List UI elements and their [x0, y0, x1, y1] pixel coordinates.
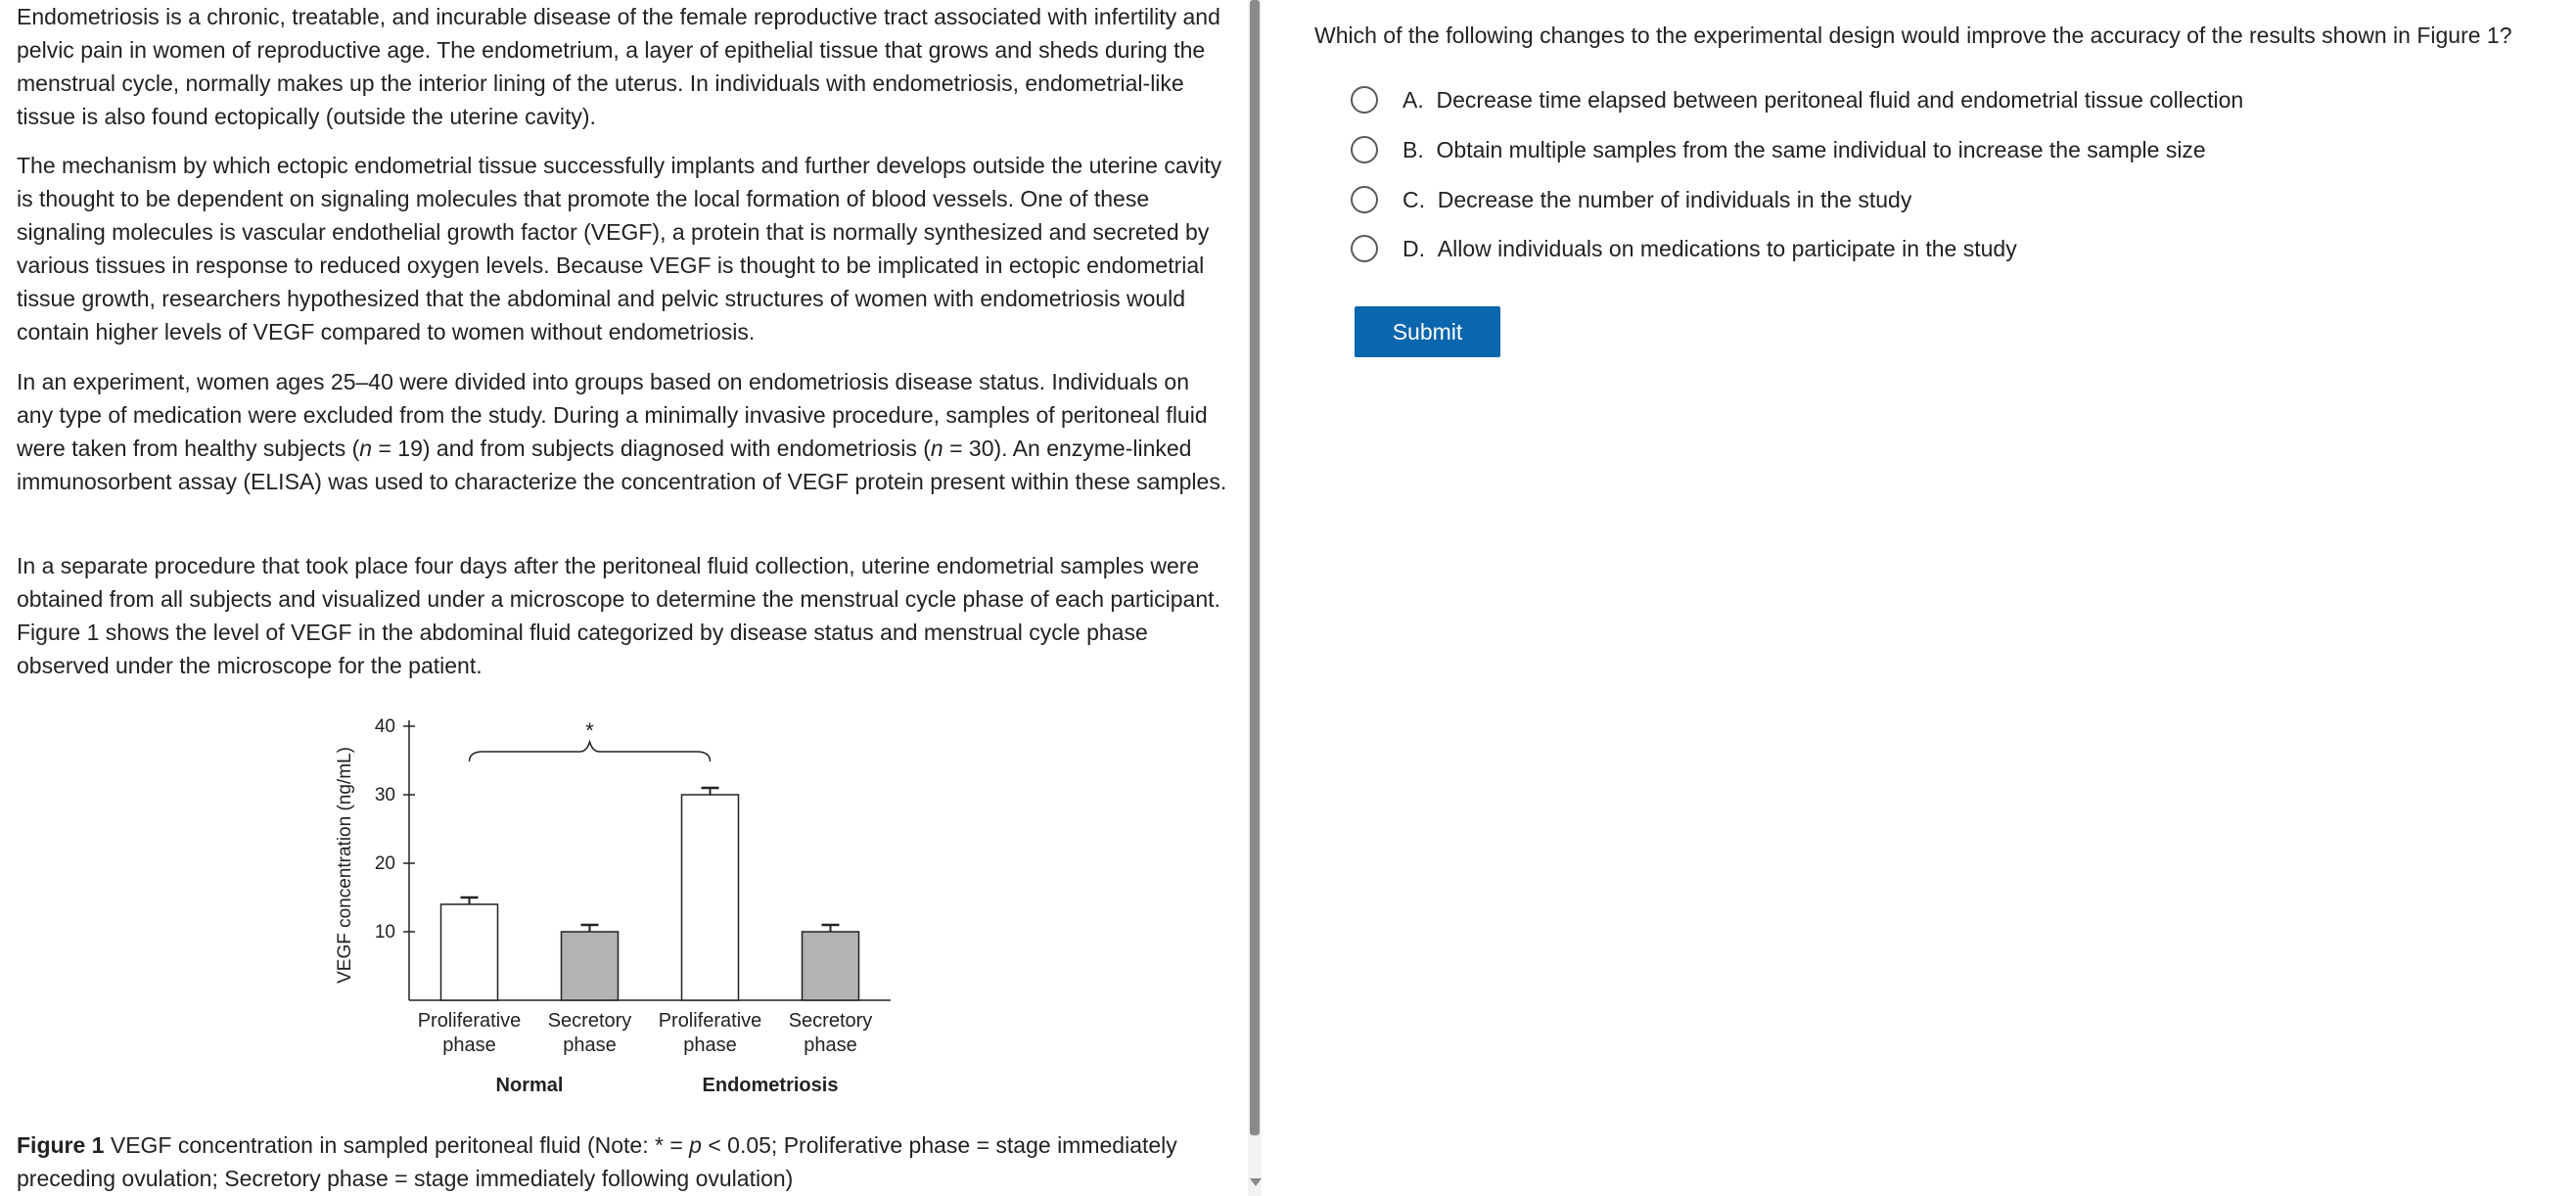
- passage-pane: [0, 0, 1248, 1196]
- scrollbar-thumb[interactable]: [1250, 0, 1260, 1135]
- significance-marker: *: [585, 718, 594, 743]
- choice-letter: B.: [1403, 137, 1424, 162]
- caption-text-a: VEGF concentration in sampled peritoneal fluid (Note: * =: [104, 1132, 690, 1158]
- passage-paragraph-4: In a separate procedure that took place four days after the peritoneal fluid collection, uterine endometrial samples were obtained from all subjects and visualized under a microscope to determine the menstrual cycle phase of each participant. Figure 1 shows the level of VEGF in the abdominal fluid categorized by disease status and menstrual cycle phase observed under the microscope for the patient.: [17, 553, 1220, 678]
- choice-letter: D.: [1403, 236, 1425, 261]
- choice-b-label: [1403, 133, 2206, 166]
- group-label: Endometriosis: [702, 1075, 839, 1096]
- question-stem: Which of the following changes to the experimental design would improve the accuracy of the results shown in Figure 1?: [1314, 23, 2512, 48]
- significance-brace: [470, 742, 711, 761]
- passage-paragraph-2: The mechanism by which ectopic endometrial tissue successfully implants and further develops outside the uterine cavity is thought to be dependent on signaling molecules that promote the local formation of blood vessels. One of these signaling molecules is vascular endothelial growth factor (VEGF), a protein that is normally synthesized and secreted by various tissues in response to reduced oxygen levels. Because VEGF is thought to be implicated in ectopic endometrial tissue growth, researchers hypothesized that the abdominal and pelvic structures of women with endometriosis would contain higher levels of VEGF compared to women without endometriosis.: [17, 153, 1222, 345]
- bar: [562, 932, 619, 1000]
- choice-text: Decrease the number of individuals in the study: [1437, 187, 1912, 212]
- caption-text-b: < 0.05; Proliferative phase = stage immediately preceding ovulation; Secretory phase = stage immediately following ovulation): [17, 1132, 1177, 1191]
- p3-text-b: = 19) and from subjects diagnosed with endometriosis (: [372, 436, 931, 461]
- choice-a-label: [1403, 83, 2243, 116]
- choice-letter: A.: [1403, 87, 1424, 113]
- choice-b[interactable]: [1351, 130, 2427, 169]
- bar: [803, 932, 859, 1000]
- p-variable: p: [689, 1132, 702, 1158]
- p3-text-a: In an experiment, women ages 25–40 were divided into groups based on endometriosis disease status. Individuals on any type of medication were excluded from the study. During a minimally invasive procedure, samples of peritoneal fluid were taken from healthy subjects (: [17, 369, 1208, 461]
- p3-text-c: = 30). An enzyme-linked immunosorbent assay (ELISA) was used to characterize the concentration of VEGF protein present within these samples.: [17, 436, 1227, 494]
- x-tick-label: Proliferative: [417, 1010, 522, 1032]
- passage-scrollbar[interactable]: [1248, 0, 1262, 1196]
- choice-d-label: [1403, 232, 2017, 265]
- question-pane: [1272, 0, 2576, 1196]
- submit-button[interactable]: Submit: [1355, 306, 1500, 357]
- choice-c-label: [1403, 183, 1911, 216]
- choice-letter: C.: [1403, 187, 1425, 212]
- radio-button-icon[interactable]: [1351, 136, 1378, 163]
- bar: [441, 904, 498, 1000]
- x-tick-label: Secretory: [788, 1010, 873, 1032]
- choice-text: Decrease time elapsed between peritoneal fluid and endometrial tissue collection: [1436, 87, 2244, 113]
- figure-1-chart: [323, 707, 910, 1112]
- x-tick-label: phase: [683, 1035, 737, 1056]
- bar: [682, 795, 739, 1000]
- y-axis-label: VEGF concentration (ng/mL): [335, 747, 355, 984]
- choice-text: Obtain multiple samples from the same individual to increase the sample size: [1436, 137, 2206, 162]
- bar-chart-svg: [323, 707, 910, 1112]
- passage-paragraph-3: [17, 365, 1230, 498]
- choice-a[interactable]: [1351, 80, 2427, 119]
- choice-c[interactable]: [1351, 180, 2427, 219]
- figure-label: Figure 1: [17, 1132, 105, 1158]
- scroll-down-arrow-icon[interactable]: [1250, 1178, 1262, 1186]
- choice-text: Allow individuals on medications to participate in the study: [1437, 236, 2017, 261]
- x-tick-label: Secretory: [547, 1010, 632, 1032]
- group-label: Normal: [495, 1075, 564, 1096]
- n-variable: n: [930, 436, 943, 461]
- x-tick-label: phase: [442, 1035, 496, 1056]
- radio-button-icon[interactable]: [1351, 235, 1378, 262]
- x-tick-label: phase: [563, 1035, 617, 1056]
- y-tick-label: 20: [374, 853, 395, 874]
- y-tick-label: 10: [374, 922, 395, 943]
- passage-paragraph-1: Endometriosis is a chronic, treatable, and incurable disease of the female reproductive tract associated with infertility and pelvic pain in women of reproductive age. The endometrium, a layer of epithelial tissue that grows and sheds during the menstrual cycle, normally makes up the interior lining of the uterus. In individuals with endometriosis, endometrial-like tissue is also found ectopically (outside the uterine cavity).: [17, 4, 1220, 129]
- radio-button-icon[interactable]: [1351, 186, 1378, 213]
- y-tick-label: 40: [374, 716, 395, 737]
- radio-button-icon[interactable]: [1351, 86, 1378, 114]
- choice-d[interactable]: [1351, 229, 2427, 268]
- y-tick-label: 30: [374, 785, 395, 805]
- n-variable: n: [359, 436, 373, 461]
- x-tick-label: phase: [804, 1035, 857, 1056]
- x-tick-label: Proliferative: [658, 1010, 762, 1032]
- figure-caption: [17, 1128, 1220, 1195]
